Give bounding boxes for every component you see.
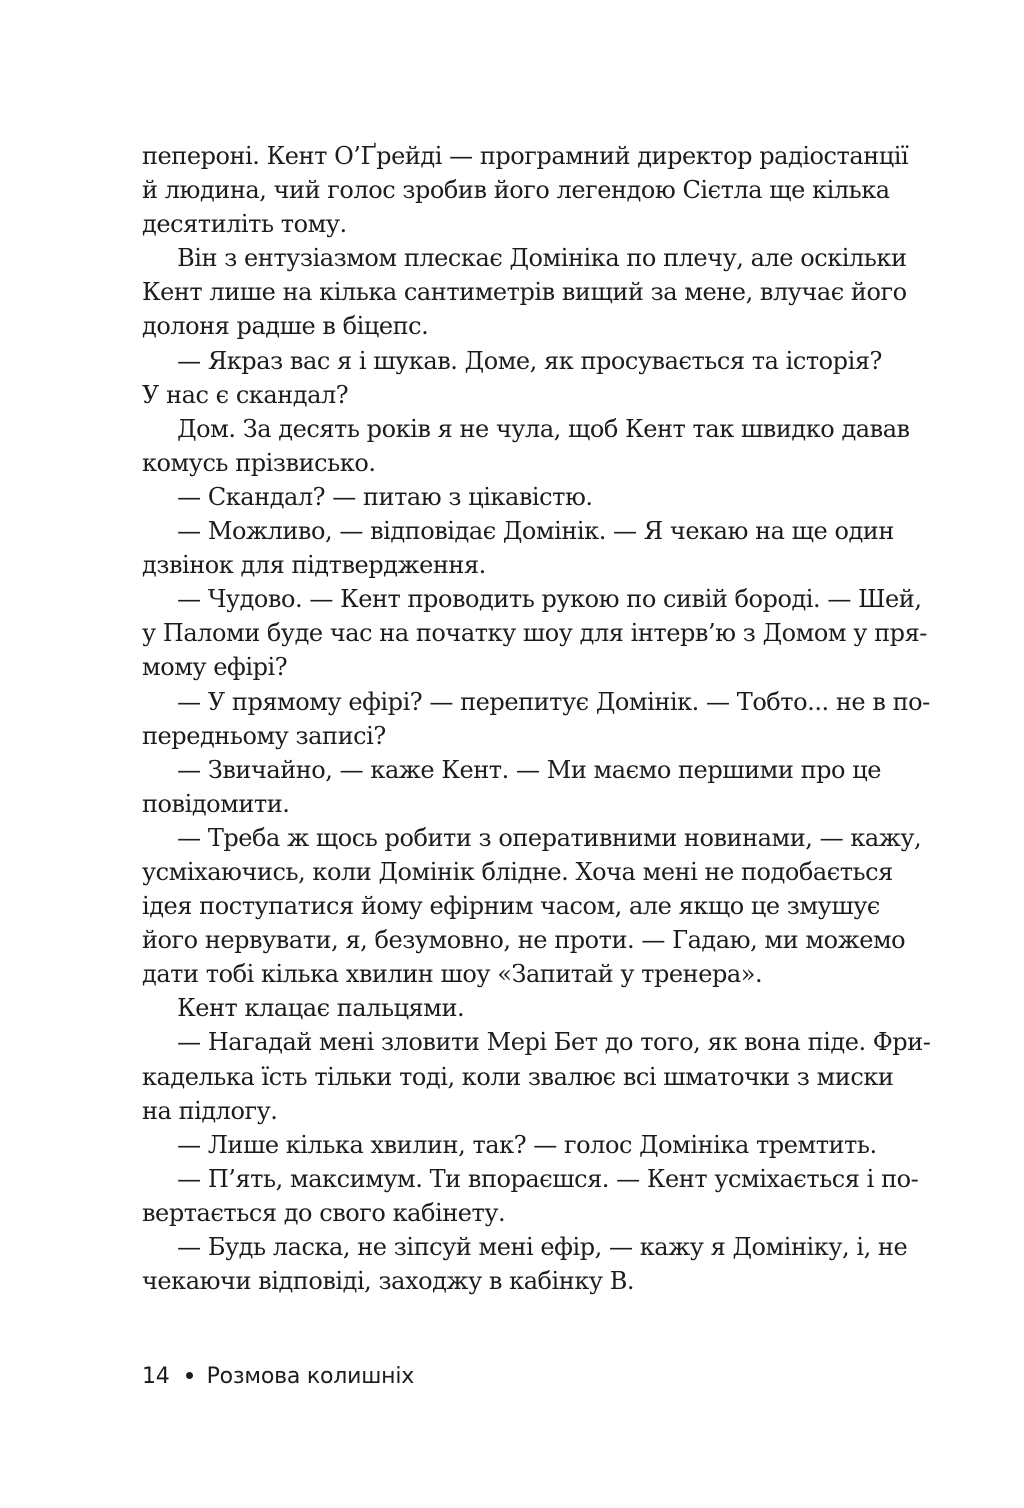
text-line: — Будь ласка, не зіпсуй мені ефір, — кажу я Домініку, і, не [142, 1233, 908, 1261]
text-line: Він з ентузіазмом плескає Домініка по плечу, але оскільки [142, 244, 907, 273]
text-line: дати тобі кілька хвилин шоу «Запитай у тренера». [142, 960, 763, 989]
text-line: — Звичайно, — каже Кент. — Ми маємо першими про це [142, 755, 881, 784]
text-line: — Чудово. — Кент проводить рукою по сивій бороді. — Шей, [142, 585, 922, 614]
text-line: — Якраз вас я і шукав. Доме, як просувається та історія? [142, 346, 882, 375]
text-line: комусь прізвисько. [142, 448, 376, 477]
text-line: Дом. За десять років я не чула, щоб Кент так швидко давав [142, 414, 910, 443]
text-line: передньому записі? [142, 721, 386, 750]
page-number: 14 [142, 1364, 170, 1389]
text-line: — П’ять, максимум. Ти впораєшся. — Кент усміхається і по- [142, 1164, 919, 1193]
text-line: — У прямому ефірі? — перепитує Домінік. — Тобто... не в по- [142, 687, 930, 716]
text-line: — Можливо, — відповідає Домінік. — Я чекаю на ще один [142, 517, 894, 546]
book-title: Розмова колишніх [206, 1364, 415, 1389]
text-line: У нас є скандал? [142, 380, 349, 409]
text-line: десятиліть тому. [142, 210, 347, 239]
text-line: чекаючи відповіді, заходжу в кабінку В. [142, 1267, 635, 1296]
text-line: на підлогу. [142, 1096, 278, 1125]
text-line: пепероні. Кент О’Ґрейді — програмний директор радіостанції [142, 142, 909, 170]
text-line: вертається до свого кабінету. [142, 1198, 506, 1227]
text-line: каделька їсть тільки тоді, коли звалює всі шматочки з миски [142, 1062, 894, 1091]
text-line: Кент лише на кілька сантиметрів вищий за мене, влучає його [142, 278, 907, 307]
text-line: — Скандал? — питаю з цікавістю. [142, 482, 593, 511]
text-line: у Паломи буде час на початку шоу для інтерв’ю з Домом у пря- [142, 619, 927, 648]
text-line: повідомити. [142, 789, 290, 818]
text-line: — Нагадай мені зловити Мері Бет до того, як вона піде. Фри- [142, 1028, 931, 1057]
text-line: дзвінок для підтвердження. [142, 551, 486, 580]
page-footer [142, 1364, 414, 1389]
text-line: мому ефірі? [142, 653, 288, 682]
text-line: його нервувати, я, безумовно, не проти. — Гадаю, ми можемо [142, 926, 906, 955]
text-line: й людина, чий голос зробив його легендою Сієтла ще кілька [142, 176, 890, 205]
text-line: — Лише кілька хвилин, так? — голос Домініка тремтить. [142, 1130, 877, 1159]
text-line: ідея поступатися йому ефірним часом, але якщо це змушує [142, 892, 880, 921]
text-line: усміхаючись, коли Домінік блідне. Хоча мені не подобається [142, 857, 893, 886]
text-line: — Треба ж щось робити з оперативними новинами, — кажу, [142, 823, 922, 852]
bullet-separator-icon [186, 1372, 193, 1379]
text-line: Кент клацає пальцями. [142, 994, 465, 1023]
text-line: долоня радше в біцепс. [142, 312, 429, 341]
body-text [142, 139, 931, 1298]
